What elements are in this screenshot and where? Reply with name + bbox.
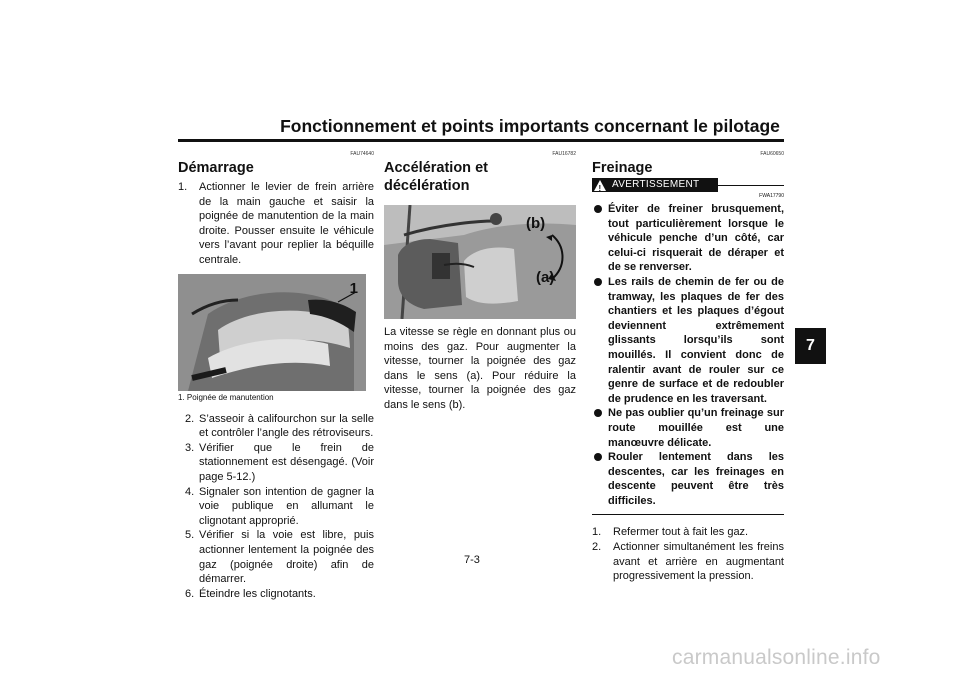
figure-caption: 1. Poignée de manutention (178, 392, 274, 402)
reference-code: FAU74640 (350, 151, 374, 157)
step-item (178, 441, 374, 485)
warning-text: Ne pas oublier qu’un freinage sur route mouillée est une manœuvre délicate. (608, 407, 784, 449)
reference-code: FAU60650 (760, 151, 784, 157)
warning-item (592, 406, 784, 450)
step-text: Actionner simultanément les freins avant et arrière en augmentant progressivement la pression. (613, 541, 784, 583)
warning-text: Les rails de chemin de fer ou de tramway, les plaques de fer des chantiers et les plaques d’égout deviennent extrêmement glissants lorsqu’ils sont mouillés. Il convient donc de ralentir avant de rouler sur ce genre de surface et de redoubler de prudence en les traversant. (608, 275, 784, 405)
reference-code: FAU16782 (552, 151, 576, 157)
column-freinage (592, 150, 784, 584)
heading-demarrage: Démarrage (178, 160, 254, 176)
step-item (178, 180, 374, 268)
warning-text: Rouler lentement dans les descentes, car les freinages en descente peuvent être très difficiles. (608, 451, 784, 507)
direction-label-b: (b) (526, 215, 546, 232)
warning-item (592, 450, 784, 508)
header-rule (178, 139, 784, 142)
step-number: 2. (185, 412, 195, 425)
warning-box (592, 178, 784, 515)
bullet-icon (594, 453, 602, 461)
figure-callout-1: 1 (349, 279, 358, 297)
bullet-icon (594, 205, 602, 213)
heading-acceleration: Accélération et décélération (384, 160, 488, 194)
demarrage-steps-b (178, 412, 374, 602)
warning-text: Éviter de freiner brusquement, tout particulièrement lorsque le véhicule penche d’un côté, car celui-ci risquerait de déraper et de se renverser. (608, 203, 784, 274)
chapter-tab[interactable]: 7 (795, 328, 826, 364)
section-title: Fonctionnement et points importants concernant le pilotage (280, 116, 780, 136)
step-text: S’asseoir à califourchon sur la selle et contrôler l’angle des rétroviseurs. (199, 412, 374, 440)
step-text: Refermer tout à fait les gaz. (613, 526, 749, 539)
demarrage-steps-a (178, 180, 374, 268)
step-item (178, 587, 374, 602)
scooter-seat-drawing (178, 274, 366, 391)
step-number: 1. (178, 181, 188, 193)
warning-header (592, 178, 718, 192)
step-number: 6. (185, 587, 195, 600)
warning-code: FWA17790 (759, 193, 784, 199)
warning-item (592, 275, 784, 406)
step-item (178, 412, 374, 441)
direction-label-a: (a) (536, 269, 555, 286)
watermark: carmanualsonline.info (672, 646, 881, 669)
warning-item (592, 202, 784, 275)
warning-label: AVERTISSEMENT (612, 178, 700, 190)
warning-triangle-icon: ! (594, 180, 606, 191)
bullet-icon (594, 278, 602, 286)
step-text: Éteindre les clignotants. (199, 587, 316, 600)
acceleration-paragraph: La vitesse se règle en donnant plus ou moins des gaz. Pour augmenter la vitesse, tourner la poignée des gaz dans le sens (a). Pour réduire la vitesse, tourner la poignée des gaz dans le sens (b). (384, 326, 576, 411)
step-text: Vérifier que le frein de stationnement est désengagé. (Voir page 5-12.) (199, 441, 374, 483)
step-item (178, 528, 374, 586)
step-number: 1. (592, 526, 602, 539)
step-number: 3. (185, 441, 195, 454)
scooter-seat-illustration (178, 274, 366, 391)
step-number: 5. (185, 529, 195, 542)
step-item (592, 540, 784, 584)
page-number: 7-3 (464, 554, 480, 566)
step-text: Vérifier si la voie est libre, puis actionner lentement la poignée des gaz (poignée droite) afin de démarrer. (199, 529, 374, 586)
bullet-icon (594, 409, 602, 417)
step-item (592, 525, 784, 540)
warning-rule (716, 185, 784, 186)
freinage-steps (592, 525, 784, 583)
heading-freinage: Freinage (592, 160, 653, 176)
warning-list (592, 202, 784, 508)
step-item (178, 485, 374, 529)
warning-bottom-rule (592, 514, 784, 515)
column-demarrage (178, 150, 374, 601)
step-number: 4. (185, 485, 195, 498)
step-text: Signaler son intention de gagner la voie publique en allumant le clignotant approprié. (199, 485, 374, 527)
throttle-grip-drawing (384, 205, 576, 319)
step-number: 2. (592, 541, 602, 554)
throttle-grip-illustration (384, 205, 576, 319)
column-acceleration (384, 150, 576, 413)
step-text: Actionner le levier de frein arrière de la main gauche et saisir la poignée de manutention de la main droite. Pousser ensuite le véhicule vers l’avant pour replier la béquille centrale. (199, 181, 374, 266)
